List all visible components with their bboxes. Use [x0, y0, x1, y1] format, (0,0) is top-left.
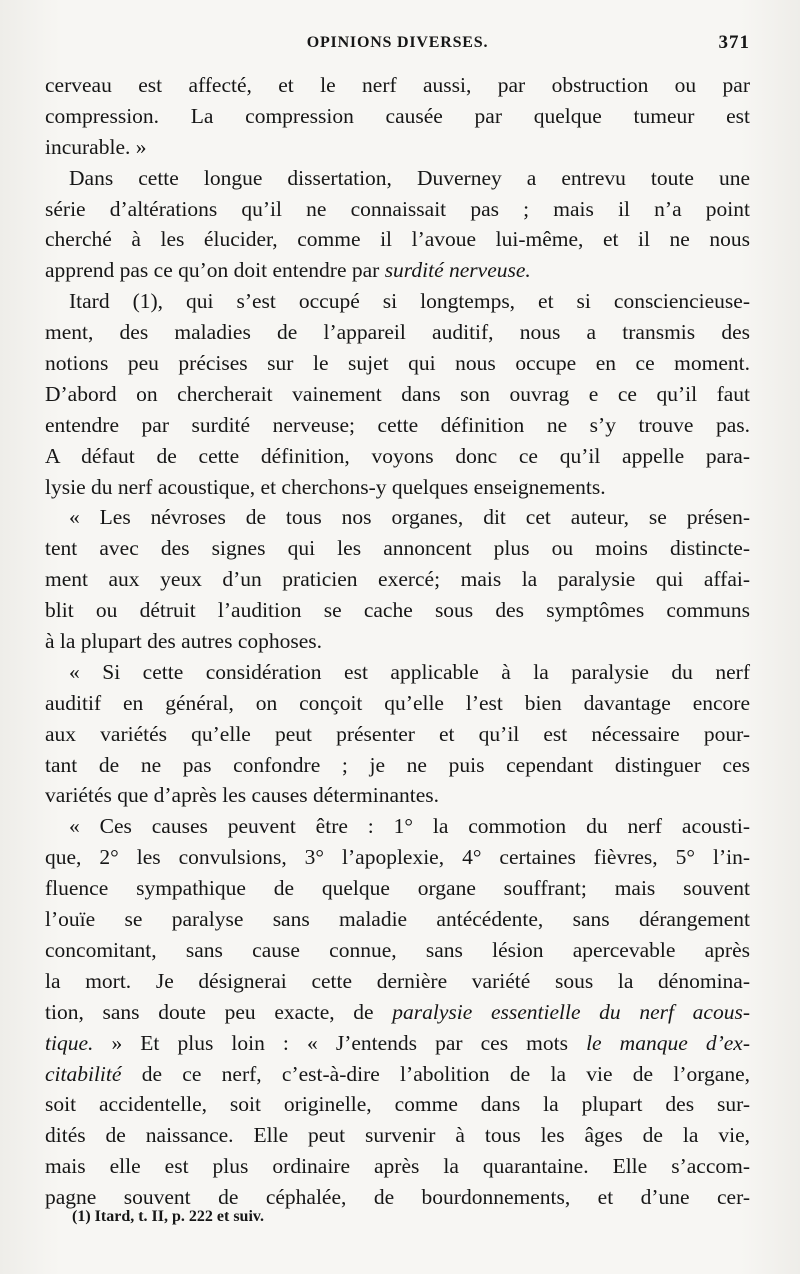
text-line [45, 502, 750, 533]
text-segment: Itard (1), qui s’est occupé si longtemps, et si consciencieuse- [69, 289, 750, 314]
text-segment: tant de ne pas confondre ; je ne puis cependant distinguer ces [45, 752, 750, 777]
text-segment: apprend pas ce qu’on doit entendre par [45, 258, 385, 283]
text-line [45, 719, 750, 750]
text-line [45, 410, 750, 441]
text-segment: l’ouïe se paralyse sans maladie antécédente, sans dérangement [45, 907, 750, 932]
footnote: (1) Itard, t. II, p. 222 et suiv. [72, 1208, 265, 1225]
text-segment: soit accidentelle, soit originelle, comme dans la plupart des sur- [45, 1092, 750, 1117]
text-segment: mais elle est plus ordinaire après la quarantaine. Elle s’accom- [45, 1154, 750, 1179]
text-segment: série d’altérations qu’il ne connaissait pas ; mais il n’a point [45, 196, 750, 221]
text-line [45, 348, 750, 379]
text-line [45, 1059, 750, 1090]
page-header [45, 32, 750, 58]
text-line [45, 780, 750, 811]
text-segment: tent avec des signes qui les annoncent plus ou moins distincte- [45, 536, 750, 561]
text-line [45, 688, 750, 719]
text-line [45, 966, 750, 997]
text-line [45, 286, 750, 317]
text-segment: entendre par surdité nerveuse; cette définition ne s’y trouve pas. [45, 412, 750, 437]
text-line [45, 811, 750, 842]
text-line [45, 255, 750, 286]
text-line [45, 564, 750, 595]
italic-text: paralysie essentielle du nerf acous- [392, 999, 750, 1024]
text-segment: D’abord on chercherait vainement dans son ouvrag e ce qu’il faut [45, 381, 750, 406]
italic-text: surdité nerveuse. [384, 258, 531, 283]
text-segment: la mort. Je désignerai cette dernière variété sous la dénomina- [45, 968, 750, 993]
text-line [45, 1151, 750, 1182]
text-segment: notions peu précises sur le sujet qui nous occupe en ce moment. [45, 351, 750, 376]
text-segment: concomitant, sans cause connue, sans lésion apercevable après [45, 937, 750, 962]
text-line [45, 1028, 750, 1059]
italic-text: citabilité [45, 1061, 122, 1086]
text-line [45, 935, 750, 966]
text-line [45, 533, 750, 564]
text-line [45, 441, 750, 472]
text-segment: dités de naissance. Elle peut survenir à tous les âges de la vie, [45, 1123, 750, 1148]
text-segment: à la plupart des autres cophoses. [45, 629, 323, 654]
text-segment: ment aux yeux d’un praticien exercé; mais la paralysie qui affai- [45, 567, 750, 592]
text-segment: tion, sans doute peu exacte, de [45, 999, 393, 1024]
text-line [45, 70, 750, 101]
text-segment: incurable. » [45, 134, 147, 159]
page-number: 371 [718, 32, 750, 53]
text-segment: de ce nerf, c’est-à-dire l’abolition de la vie de l’organe, [121, 1061, 750, 1086]
text-segment: aux variétés qu’elle peut présenter et qu’il est nécessaire pour- [45, 721, 750, 746]
text-segment: cerveau est affecté, et le nerf aussi, par obstruction ou par [45, 73, 750, 97]
text-line [45, 595, 750, 626]
text-segment: ment, des maladies de l’appareil auditif, nous a transmis des [45, 320, 750, 345]
text-line [45, 101, 750, 132]
text-line [45, 904, 750, 935]
text-segment: A défaut de cette définition, voyons donc ce qu’il appelle para- [45, 443, 750, 468]
text-line [45, 224, 750, 255]
text-segment: « Les névroses de tous nos organes, dit cet auteur, se présen- [69, 505, 750, 530]
text-line [45, 750, 750, 781]
text-segment: fluence sympathique de quelque organe souffrant; mais souvent [45, 876, 750, 901]
text-segment: « Ces causes peuvent être : 1° la commotion du nerf acousti- [69, 814, 750, 839]
running-head: OPINIONS DIVERSES. [306, 34, 489, 51]
text-segment: » Et plus loin : « J’entends par ces mots [93, 1030, 587, 1055]
text-line [45, 842, 750, 873]
text-line [45, 194, 750, 225]
text-line [45, 657, 750, 688]
text-line [45, 873, 750, 904]
text-segment: compression. La compression causée par quelque tumeur est [45, 103, 750, 128]
italic-text: le manque d’ex- [586, 1030, 750, 1055]
text-segment: Dans cette longue dissertation, Duverney a entrevu toute une [69, 165, 750, 190]
text-segment: blit ou détruit l’audition se cache sous des symptômes communs [45, 598, 750, 623]
body-text [45, 70, 750, 1213]
text-line [45, 1089, 750, 1120]
text-segment: variétés que d’après les causes déterminantes. [45, 783, 440, 808]
italic-text: tique. [45, 1030, 94, 1055]
text-line [45, 317, 750, 348]
text-segment: pagne souvent de céphalée, de bourdonnements, et d’une cer- [45, 1185, 750, 1210]
text-segment: « Si cette considération est applicable à la paralysie du nerf [69, 659, 750, 684]
text-line [45, 1120, 750, 1151]
text-line [45, 379, 750, 410]
text-line [45, 997, 750, 1028]
text-line [45, 472, 750, 503]
text-segment: que, 2° les convulsions, 3° l’apoplexie, 4° certaines fièvres, 5° l’in- [45, 845, 750, 870]
text-segment: lysie du nerf acoustique, et cherchons-y quelques enseignements. [45, 474, 606, 499]
text-segment: auditif en général, on conçoit qu’elle l’est bien davantage encore [45, 690, 750, 715]
text-segment: cherché à les élucider, comme il l’avoue lui-même, et il ne nous [45, 227, 750, 252]
text-line [45, 626, 750, 657]
text-line [45, 132, 750, 163]
text-line [45, 163, 750, 194]
